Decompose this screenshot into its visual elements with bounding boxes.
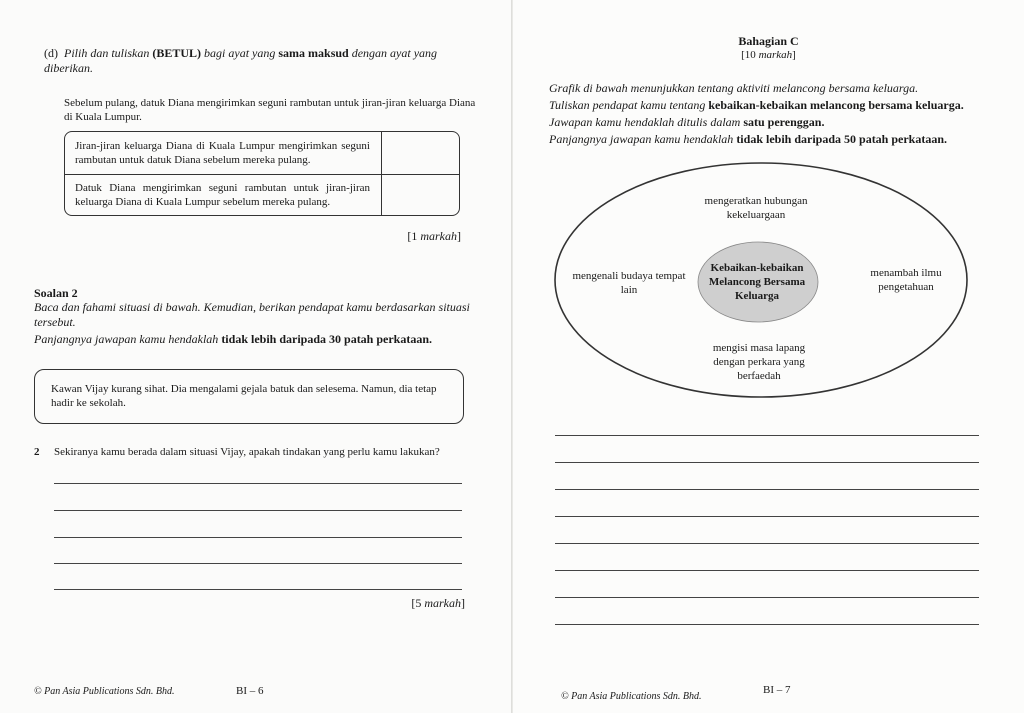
- footer-page-number: BI – 7: [763, 684, 791, 696]
- instruction-line-2: Tuliskan pendapat kamu tentang kebaikan-kebaikan melancong bersama keluarga.: [549, 98, 964, 112]
- soalan-2-title: Soalan 2: [34, 286, 78, 300]
- situation-box: [34, 369, 464, 424]
- answer-line[interactable]: [555, 597, 979, 598]
- question-d-sentence: Sebelum pulang, datuk Diana mengirimkan seguni rambutan untuk jiran-jiran keluarga Diana di Kuala Lumpur.: [64, 97, 476, 123]
- instruction-line-1: Grafik di bawah menunjukkan tentang aktiviti melancong bersama keluarga.: [549, 81, 919, 95]
- question-d-label: (d): [44, 46, 58, 60]
- soalan-2-length-rule: Panjangnya jawapan kamu hendaklah tidak lebih daripada 30 patah perkataan.: [34, 332, 433, 346]
- answer-box-1[interactable]: [381, 132, 459, 173]
- answer-box-2[interactable]: [381, 174, 459, 215]
- benefit-bottom: mengisi masa lapang dengan perkara yang berfaedah: [712, 342, 806, 382]
- answer-line[interactable]: [555, 516, 979, 517]
- question-2-text: Sekiranya kamu berada dalam situasi Vijay, apakah tindakan yang perlu kamu lakukan?: [54, 446, 440, 458]
- answer-line[interactable]: [555, 435, 979, 436]
- bahagian-c-title: Bahagian C: [738, 34, 799, 48]
- center-label: Kebaikan-kebaikan Melancong Bersama Keluarga: [708, 262, 806, 302]
- answer-line[interactable]: [54, 483, 462, 484]
- soalan-2-instruction: Baca dan fahami situasi di bawah. Kemudian, berikan pendapat kamu berdasarkan situasi tersebut.: [34, 300, 470, 329]
- footer-copyright: © Pan Asia Publications Sdn. Bhd.: [34, 686, 175, 697]
- answer-line[interactable]: [555, 543, 979, 544]
- situation-text: Kawan Vijay kurang sihat. Dia mengalami gejala batuk dan selesema. Namun, dia tetap hadir ke sekolah.: [51, 383, 437, 409]
- benefit-right: menambah ilmu pengetahuan: [870, 267, 942, 293]
- instruction-line-4: Panjangnya jawapan kamu hendaklah tidak lebih daripada 50 patah perkataan.: [549, 132, 948, 146]
- answer-option-1-text: Jiran-jiran keluarga Diana di Kuala Lumpur mengirimkan seguni rambutan untuk datuk Diana sebelum mereka pulang.: [75, 140, 370, 166]
- question-2-marks: [5 markah]: [411, 596, 465, 610]
- left-page: [0, 0, 511, 713]
- footer-page-number: BI – 6: [236, 685, 264, 697]
- answer-line[interactable]: [54, 589, 462, 590]
- benefit-top: mengeratkan hubungan kekeluargaan: [704, 195, 808, 221]
- answer-line[interactable]: [555, 462, 979, 463]
- question-d-instruction: (d) Pilih dan tuliskan (BETUL) bagi ayat yang sama maksud dengan ayat yang diberikan.: [44, 46, 438, 75]
- answer-line[interactable]: [54, 563, 462, 564]
- question-2-number: 2: [34, 446, 40, 458]
- answer-line[interactable]: [555, 624, 979, 625]
- answer-line[interactable]: [555, 489, 979, 490]
- answer-line[interactable]: [555, 570, 979, 571]
- instruction-line-3: Jawapan kamu hendaklah ditulis dalam satu perenggan.: [549, 115, 825, 129]
- answer-option-2-text: Datuk Diana mengirimkan seguni rambutan untuk jiran-jiran keluarga Diana di Kuala Lumpur sebelum mereka pulang.: [75, 182, 370, 208]
- right-page: [513, 0, 1024, 713]
- benefits-diagram: [551, 160, 971, 405]
- footer-copyright: © Pan Asia Publications Sdn. Bhd.: [561, 691, 702, 702]
- answer-line[interactable]: [54, 510, 462, 511]
- benefit-left: mengenali budaya tempat lain: [572, 270, 686, 296]
- question-d-marks: [1 markah]: [407, 229, 461, 243]
- answer-line[interactable]: [54, 537, 462, 538]
- bahagian-c-marks: [10 markah]: [741, 49, 796, 61]
